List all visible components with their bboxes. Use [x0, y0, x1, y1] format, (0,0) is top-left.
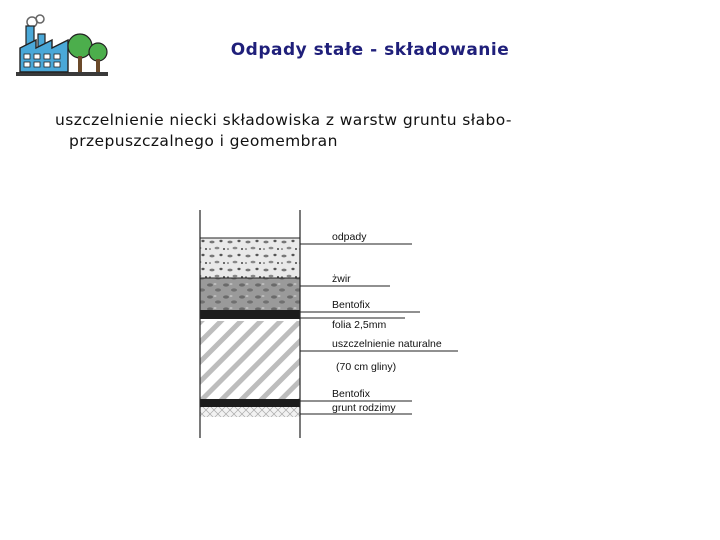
layer-label-clay: (70 cm gliny)	[336, 361, 397, 373]
layer-label-gravel: żwir	[332, 273, 351, 285]
layer-label-bentofix-top: Bentofix	[332, 299, 370, 311]
landfill-layers-diagram	[190, 210, 480, 445]
layer-label-foil: folia 2,5mm	[332, 319, 387, 331]
factory-icon	[14, 14, 110, 86]
layer-label-native-soil: grunt rodzimy	[332, 402, 396, 414]
layer-label-natural-seal: uszczelnienie naturalne	[332, 338, 442, 350]
body-paragraph: uszczelnienie niecki składowiska z warstw gruntu słabo-przepuszczalnego i geomembran	[55, 111, 512, 150]
page-title: Odpady stałe - składowanie	[230, 40, 510, 60]
layer-label-waste: odpady	[332, 231, 367, 243]
layer-label-bentofix-bottom: Bentofix	[332, 388, 370, 400]
